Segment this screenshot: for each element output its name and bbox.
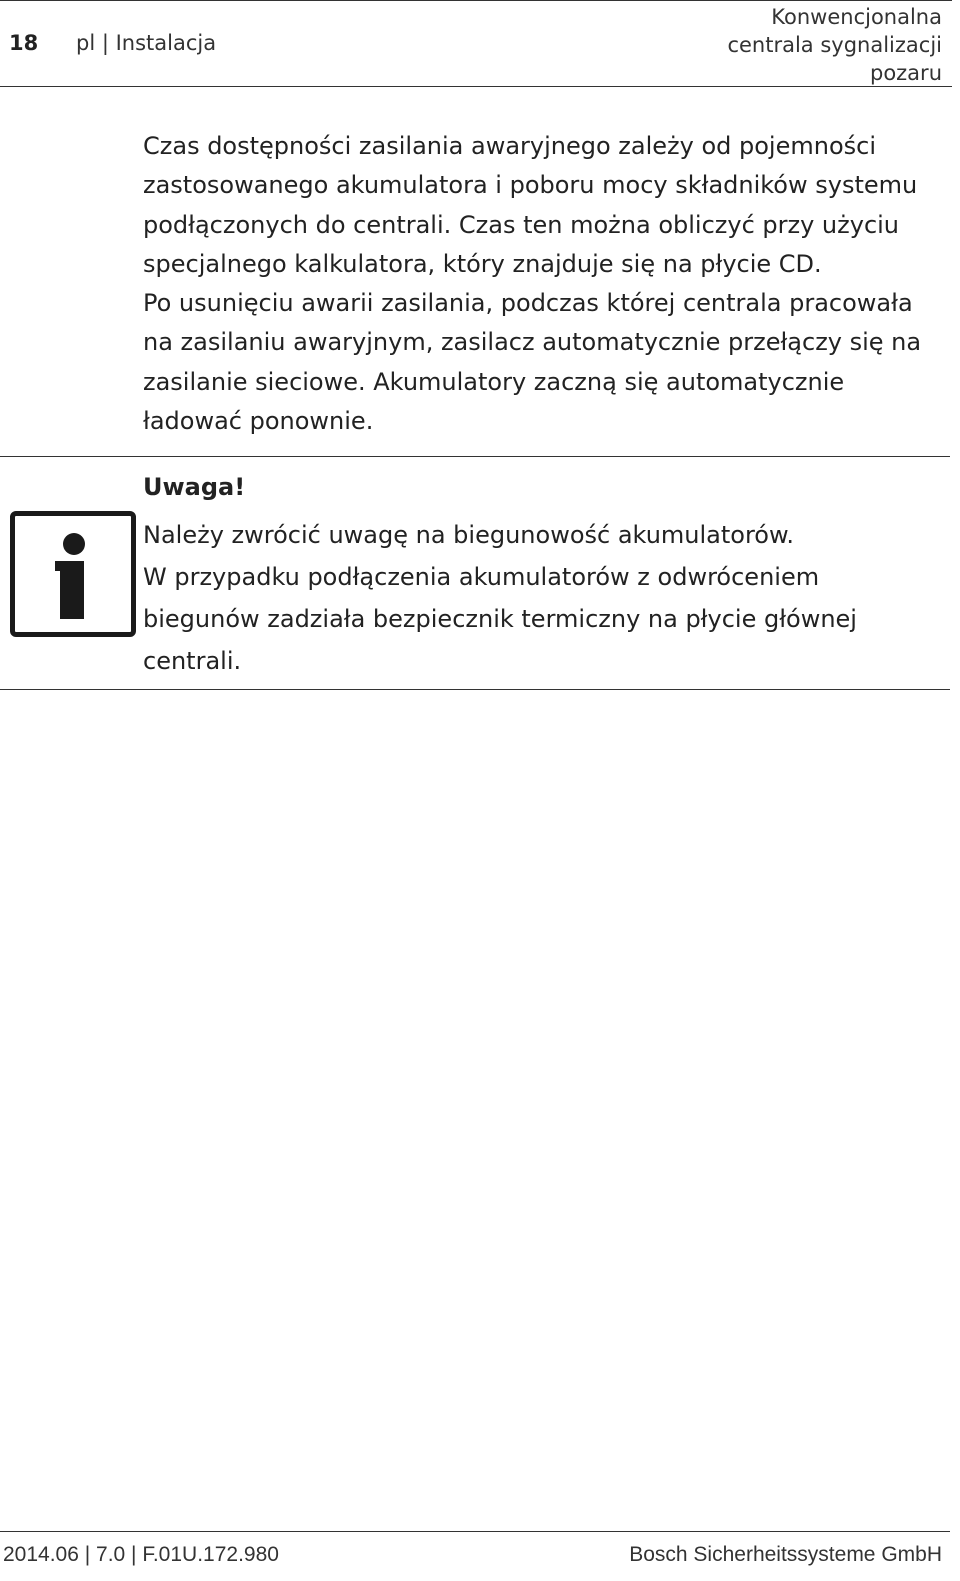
paragraph: Po usunięciu awarii zasilania, podczas której centrala pracowała na zasilaniu awaryjnym, zasilacz automatycznie przełączy się na zasilanie sieciowe. Akumulatory zaczną się automatycznie ładować ponownie. [143, 289, 922, 436]
notice-line: W przypadku podłączenia akumulatorów z odwróceniem biegunów zadziała bezpiecznik termiczny na płycie głównej centrali. [143, 563, 857, 675]
publisher: Bosch Sicherheitssysteme GmbH [629, 1543, 942, 1566]
info-icon-dot [63, 533, 85, 555]
page-header [0, 0, 952, 87]
page-footer [0, 1531, 950, 1581]
document-title [642, 3, 942, 87]
info-icon [10, 511, 136, 637]
document-title-line: centrala sygnalizacji [727, 33, 942, 57]
body-text [143, 127, 948, 441]
notice-line: Należy zwrócić uwagę na biegunowość akumulatorów. [143, 521, 795, 549]
page-number: 18 [9, 31, 39, 55]
paragraph: Czas dostępności zasilania awaryjnego zależy od pojemności zastosowanego akumulatora i poboru mocy składników systemu podłączonych do centrali. Czas ten można obliczyć przy użyciu specjalnego kalkulatora, który znajduje się na płycie CD. [143, 132, 918, 278]
notice-title: Uwaga! [143, 473, 246, 501]
notice-box [0, 456, 950, 690]
info-icon-stem [60, 561, 84, 619]
document-title-line: pozaru [869, 61, 942, 85]
notice-text [143, 514, 943, 682]
document-number: 2014.06 | 7.0 | F.01U.172.980 [3, 1543, 279, 1566]
document-title-line: Konwencjonalna [771, 5, 942, 29]
section-label: pl | Instalacja [76, 31, 217, 55]
